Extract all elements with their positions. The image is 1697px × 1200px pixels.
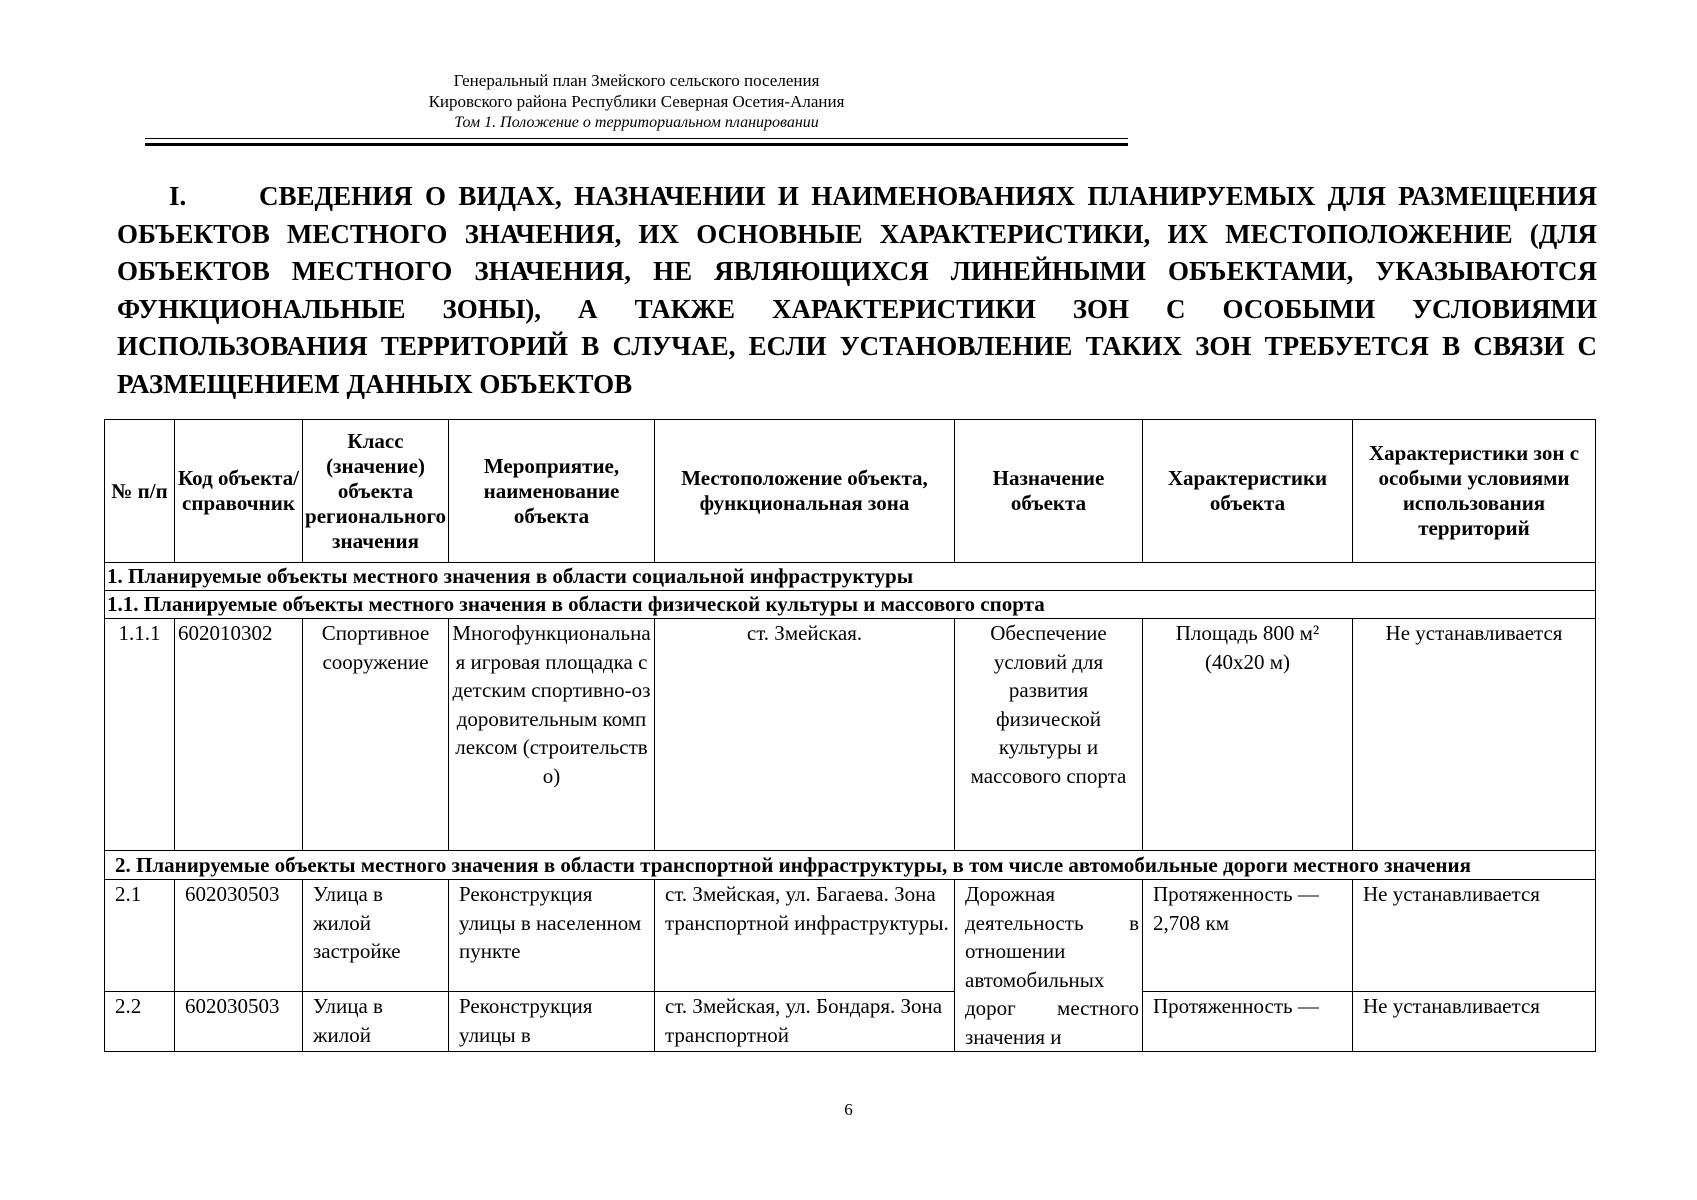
cell-characteristics bbox=[1143, 880, 1353, 992]
objects-table bbox=[104, 419, 1596, 1052]
cell-characteristics: Протяженность — bbox=[1143, 992, 1353, 1052]
cell-code: 602030503 bbox=[175, 880, 303, 992]
section-2-label: 2. Планируемые объекты местного значения в области транспортной инфраструктуры, в том числе автомобильные дороги местного значения bbox=[105, 851, 1596, 880]
section-1-1-label: 1.1. Планируемые объекты местного значения в области физической культуры и массового спорта bbox=[105, 591, 1596, 619]
section-title bbox=[117, 178, 1597, 403]
cell-purpose: Дорожная деятельность в отношении автомобильных дорог местного значения и bbox=[955, 880, 1143, 1052]
cell-location: ст. Змейская, ул. Багаева. Зона транспортной инфраструктуры. bbox=[655, 880, 955, 992]
header-cell-purpose: Назначение объекта bbox=[955, 420, 1143, 563]
header-line-1: Генеральный план Змейского сельского поселения bbox=[453, 71, 820, 90]
cell-location: ст. Змейская. bbox=[655, 619, 955, 851]
header-cell-num: № п/п bbox=[105, 420, 175, 563]
cell-class: Улица в жилой застройке bbox=[303, 880, 449, 992]
table-row bbox=[105, 992, 1596, 1052]
char-value: 2,708 км bbox=[1153, 910, 1229, 935]
cell-event: Многофункциональная игровая площадка с детским спортивно-оздоровительным комплексом (строительство) bbox=[449, 619, 655, 851]
page-number: 6 bbox=[844, 1100, 853, 1119]
header-cell-characteristics: Характеристики объекта bbox=[1143, 420, 1353, 563]
section-row-1 bbox=[105, 563, 1596, 591]
header-rule-thick bbox=[145, 143, 1128, 146]
header-cell-class: Класс (значение) объекта регионального значения bbox=[303, 420, 449, 563]
section-row-2 bbox=[105, 851, 1596, 880]
header-cell-location: Местоположение объекта, функциональная зона bbox=[655, 420, 955, 563]
header-line-3: Том 1. Положение о территориальном планировании bbox=[454, 114, 819, 131]
header-line-2: Кировского района Республики Северная Осетия-Алания bbox=[428, 92, 845, 111]
cell-event: Реконструкция улицы в населенном пункте bbox=[449, 880, 655, 992]
cell-num: 1.1.1 bbox=[105, 619, 175, 851]
cell-event: Реконструкция улицы в bbox=[449, 992, 655, 1052]
section-row-1-1 bbox=[105, 591, 1596, 619]
header-cell-event: Мероприятие, наименование объекта bbox=[449, 420, 655, 563]
document-header bbox=[145, 70, 1128, 133]
section-number: I. bbox=[169, 181, 187, 211]
char-label: Протяженность — bbox=[1153, 882, 1319, 906]
table-row bbox=[105, 619, 1596, 851]
cell-zones: Не устанавливается bbox=[1353, 992, 1596, 1052]
cell-characteristics: Площадь 800 м² (40х20 м) bbox=[1143, 619, 1353, 851]
cell-location: ст. Змейская, ул. Бондаря. Зона транспортной bbox=[655, 992, 955, 1052]
table-row bbox=[105, 880, 1596, 992]
cell-class: Улица в жилой bbox=[303, 992, 449, 1052]
cell-zones: Не устанавливается bbox=[1353, 619, 1596, 851]
cell-num: 2.1 bbox=[105, 880, 175, 992]
header-cell-zones: Характеристики зон с особыми условиями использования территорий bbox=[1353, 420, 1596, 563]
section-1-label: 1. Планируемые объекты местного значения в области социальной инфраструктуры bbox=[105, 563, 1596, 591]
cell-purpose: Обеспечение условий для развития физической культуры и массового спорта bbox=[955, 619, 1143, 851]
section-title-text: СВЕДЕНИЯ О ВИДАХ, НАЗНАЧЕНИИ И НАИМЕНОВАНИЯХ ПЛАНИРУЕМЫХ ДЛЯ РАЗМЕЩЕНИЯ ОБЪЕКТОВ МЕСТНОГО ЗНАЧЕНИЯ, ИХ ОСНОВНЫЕ ХАРАКТЕРИСТИКИ, ИХ МЕСТОПОЛОЖЕНИЕ (ДЛЯ ОБЪЕКТОВ МЕСТНОГО ЗНАЧЕНИЯ, НЕ ЯВЛЯЮЩИХСЯ ЛИНЕЙНЫМИ ОБЪЕКТАМИ, УКАЗЫВАЮТСЯ ФУНКЦИОНАЛЬНЫЕ ЗОНЫ), А ТАКЖЕ ХАРАКТЕРИСТИКИ ЗОН С ОСОБЫМИ УСЛОВИЯМИ ИСПОЛЬЗОВАНИЯ ТЕРРИТОРИЙ В СЛУЧАЕ, ЕСЛИ УСТАНОВЛЕНИЕ ТАКИХ ЗОН ТРЕБУЕТСЯ В СВЯЗИ С РАЗМЕЩЕНИЕМ ДАННЫХ ОБЪЕКТОВ bbox=[117, 181, 1597, 399]
cell-class: Спортивное сооружение bbox=[303, 619, 449, 851]
table-header-row bbox=[105, 420, 1596, 563]
cell-num: 2.2 bbox=[105, 992, 175, 1052]
cell-zones: Не устанавливается bbox=[1353, 880, 1596, 992]
cell-code: 602010302 bbox=[175, 619, 303, 851]
header-cell-code: Код объекта/ справочник bbox=[175, 420, 303, 563]
cell-code: 602030503 bbox=[175, 992, 303, 1052]
header-rule-thin bbox=[145, 138, 1128, 139]
